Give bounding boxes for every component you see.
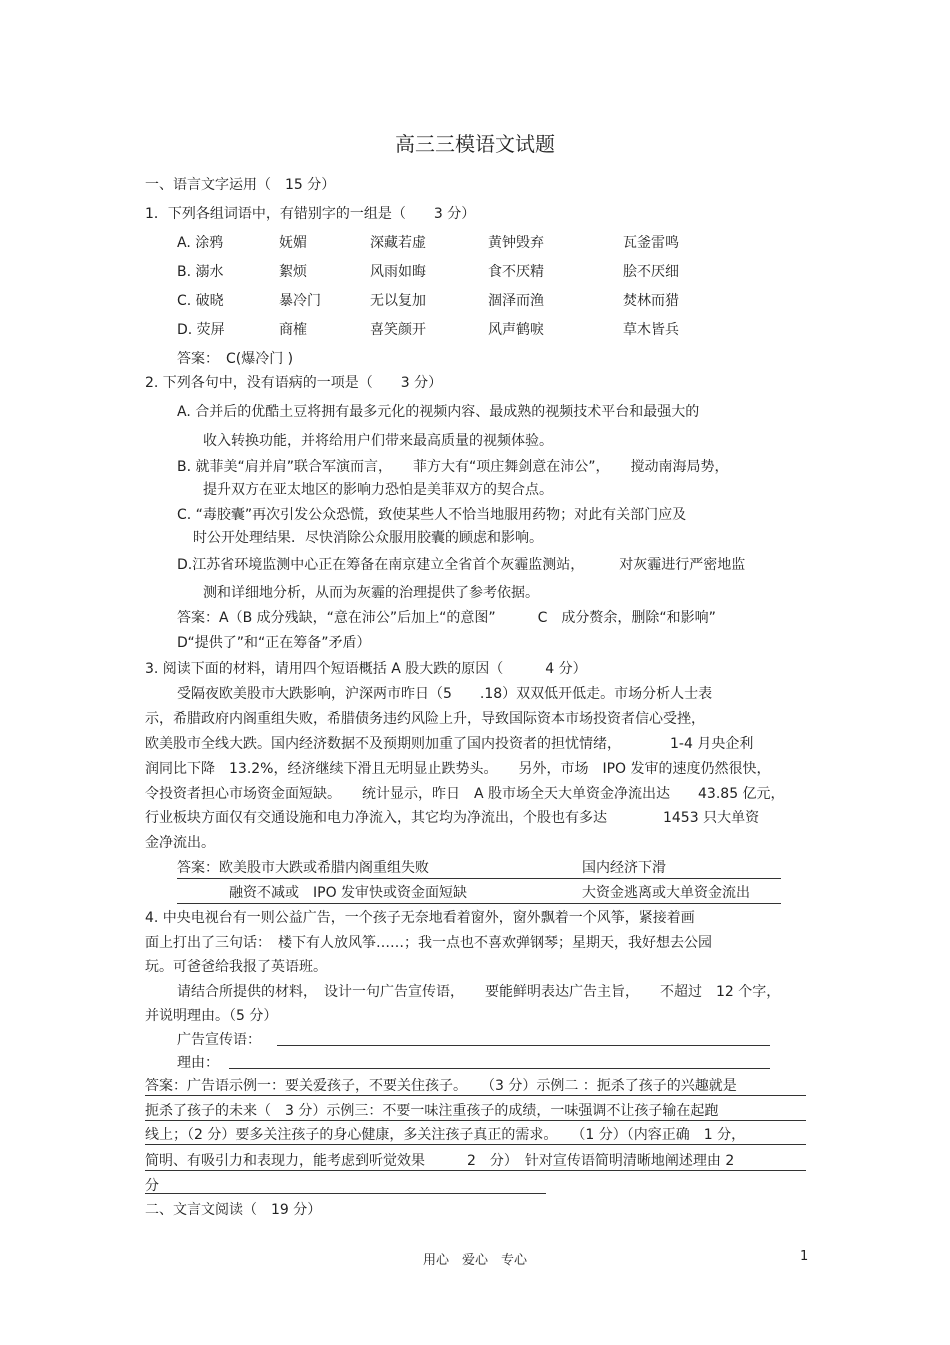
q4-answer-line: 简明、有吸引力和表现力，能考虑到听觉效果 2 分） 针对宣传语简明清晰地阐述理由 2 [145, 1153, 735, 1169]
q4-answer-line: 线上；（2 分）要多关注孩子的身心健康，多关注孩子真正的需求。 （1 分）（内容正确 1 分， [145, 1127, 746, 1143]
q3-answer-part: 国内经济下滑 [582, 860, 666, 876]
q3-answer-part: 大资金逃离或大单资金流出 [582, 885, 750, 901]
answer-underline [145, 1193, 546, 1194]
slogan-answer-line [277, 1045, 770, 1046]
q3-answer-part: 答案：欧美股市大跌或希腊内阁重组失败 [177, 860, 429, 876]
reason-label: 理由： [177, 1055, 219, 1071]
option-cell: 深藏若虚 [370, 235, 426, 251]
q2-option-d-line1: D.江苏省环境监测中心正在筹备在南京建立全省首个灰霾监测站， 对灰霾进行严密地监 [177, 557, 746, 573]
option-cell: C. 破晓 [177, 293, 224, 309]
q2-option-c-line2: 时公开处理结果．尽快消除公众服用胶囊的顾虑和影响。 [193, 530, 543, 546]
q3-passage-line: 润同比下降 13.2%，经济继续下滑且无明显止跌势头。 另外，市场 IPO 发审的速度仍然很快， [145, 761, 771, 777]
option-cell: A. 涂鸦 [177, 235, 224, 251]
option-cell: 黄钟毁弃 [488, 235, 544, 251]
option-cell: 焚林而猎 [623, 293, 679, 309]
q2-option-d-line2: 测和详细地分析，从而为灰霾的治理提供了参考依据。 [203, 585, 539, 601]
answer-underline [145, 1120, 806, 1121]
answer-underline [177, 903, 781, 904]
reason-answer-line [229, 1068, 770, 1069]
q3-passage-line: 欧美股市全线大跌。国内经济数据不及预期则加重了国内投资者的担忧情绪， 1-4 月央企利 [145, 736, 754, 752]
q3-stem: 3. 阅读下面的材料，请用四个短语概括 A 股大跌的原因（ 4 分） [145, 661, 587, 677]
q2-answer-line1: 答案：A（B 成分残缺，“意在沛公”后加上“的意图” C 成分赘余，删除“和影响” [177, 610, 716, 626]
answer-underline [177, 878, 781, 879]
q2-option-b-line2: 提升双方在亚太地区的影响力恐怕是美菲双方的契合点。 [203, 482, 553, 498]
option-cell: D. 荧屏 [177, 322, 225, 338]
option-cell: 商榷 [279, 322, 307, 338]
answer-underline [145, 1170, 806, 1171]
page-footer: 用心 爱心 专心 [422, 1253, 527, 1268]
option-cell: 风声鹤唳 [488, 322, 544, 338]
answer-underline [145, 1144, 806, 1145]
option-cell: 喜笑颜开 [370, 322, 426, 338]
page-number: 1 [800, 1249, 809, 1264]
option-cell: 涸泽而渔 [488, 293, 544, 309]
option-cell: 妩媚 [279, 235, 307, 251]
q3-passage-line: 行业板块方面仅有交通设施和电力净流入，其它均为净流出，个股也有多达 1453 只大单资 [145, 810, 760, 826]
option-cell: 无以复加 [370, 293, 426, 309]
option-cell: 絮烦 [279, 264, 307, 280]
slogan-label: 广告宣传语： [177, 1032, 261, 1048]
option-cell: 草木皆兵 [623, 322, 679, 338]
q2-option-c-line1: C. “毒胶囊”再次引发公众恐慌，致使某些人不恰当地服用药物；对此有关部门应及 [177, 507, 687, 523]
q4-answer-line: 分 [145, 1178, 159, 1194]
q4-passage-line: 面上打出了三句话： 楼下有人放风筝……；我一点也不喜欢弹钢琴；星期天，我好想去公园 [145, 935, 712, 951]
q4-passage-line: 并说明理由。（5 分） [145, 1008, 278, 1024]
option-cell: 瓦釜雷鸣 [623, 235, 679, 251]
q3-answer-part: 融资不减或 IPO 发审快或资金面短缺 [229, 885, 468, 901]
q2-option-a-line2: 收入转换功能，并将给用户们带来最高质量的视频体验。 [203, 433, 553, 449]
answer-underline [145, 1095, 806, 1096]
option-cell: 风雨如晦 [370, 264, 426, 280]
q4-passage-line: 玩。可爸爸给我报了英语班。 [145, 959, 327, 975]
option-cell: 暴冷门 [279, 293, 321, 309]
section-1-heading: 一、语言文字运用（ 15 分） [145, 177, 336, 193]
option-cell: 食不厌精 [488, 264, 544, 280]
q4-answer-line: 答案：广告语示例一：要关爱孩子，不要关住孩子。 （3 分）示例二 ：扼杀了孩子的兴趣就是 [145, 1078, 737, 1094]
q3-passage-line: 受隔夜欧美股市大跌影响，沪深两市昨日（5 .18）双双低开低走。市场分析人士表 [177, 686, 713, 702]
q4-passage-line: 4. 中央电视台有一则公益广告，一个孩子无奈地看着窗外，窗外飘着一个风筝，紧接着画 [145, 910, 695, 926]
q4-passage-line: 请结合所提供的材料， 设计一句广告宣传语， 要能鲜明表达广告主旨， 不超过 12 个字， [177, 984, 781, 1000]
option-cell: 脍不厌细 [623, 264, 679, 280]
section-2-heading: 二、文言文阅读（ 19 分） [145, 1202, 322, 1218]
option-cell: B. 溺水 [177, 264, 224, 280]
q2-option-b-line1: B. 就菲美“肩并肩”联合军演而言， 菲方大有“项庄舞剑意在沛公”， 搅动南海局势， [177, 459, 729, 475]
q2-answer-line2: D“提供了”和“正在筹备”矛盾） [177, 635, 371, 651]
q4-answer-line: 扼杀了孩子的未来（ 3 分）示例三：不要一味注重孩子的成绩，一味强调不让孩子输在起跑 [145, 1103, 719, 1119]
q1-answer: 答案： C(爆冷门 ) [177, 351, 294, 367]
q3-passage-line: 令投资者担心市场资金面短缺。 统计显示，昨日 A 股市场全天大单资金净流出达 43.85 亿元， [145, 786, 785, 802]
page-title: 高三三模语文试题 [395, 132, 555, 156]
q2-stem: 2. 下列各句中，没有语病的一项是（ 3 分） [145, 375, 443, 391]
q1-stem: 1．下列各组词语中，有错别字的一组是（ 3 分） [145, 206, 476, 222]
q3-passage-line: 金净流出。 [145, 835, 215, 851]
q3-passage-line: 示，希腊政府内阁重组失败，希腊债务违约风险上升，导致国际资本市场投资者信心受挫， [145, 711, 705, 727]
q2-option-a-line1: A. 合并后的优酷土豆将拥有最多元化的视频内容、最成熟的视频技术平台和最强大的 [177, 404, 700, 420]
